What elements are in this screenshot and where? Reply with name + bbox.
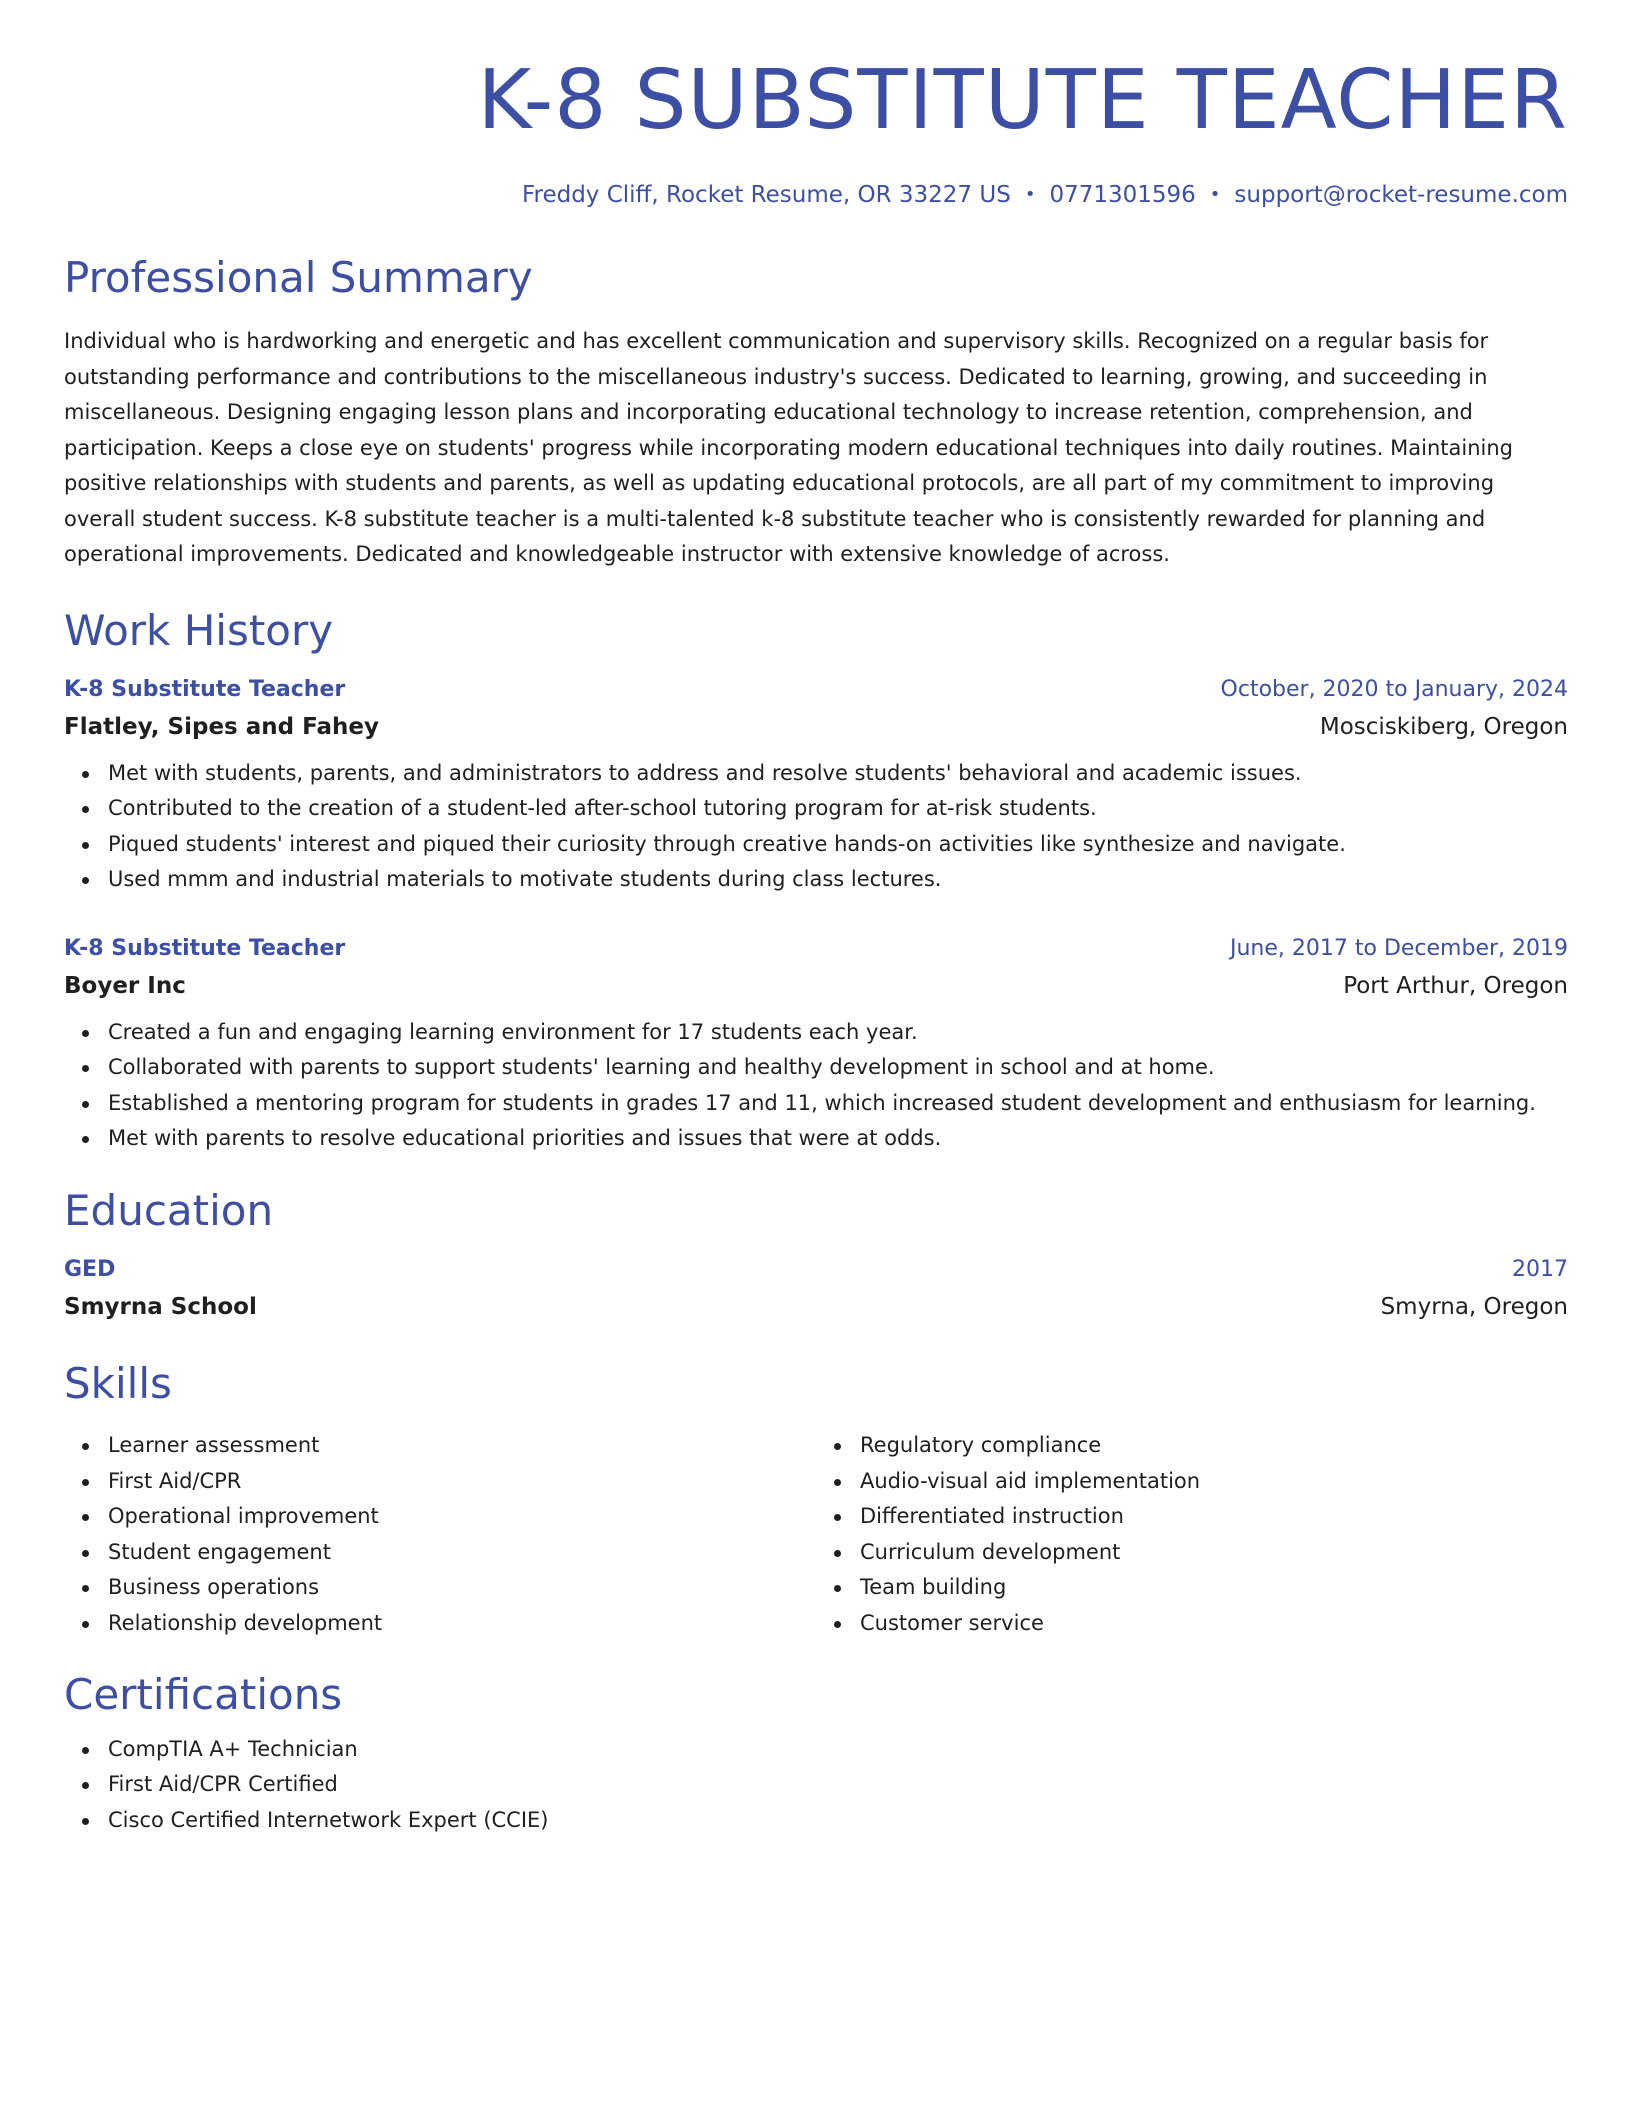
list-item: First Aid/CPR [108, 1464, 816, 1500]
job-header-row [64, 677, 1568, 702]
education-school-row [64, 1294, 1568, 1320]
list-item: Customer service [860, 1606, 1568, 1642]
job-duties-list [64, 1015, 1568, 1157]
job-employer: Flatley, Sipes and Fahey [64, 713, 379, 740]
list-item: Business operations [108, 1570, 816, 1606]
list-item: Team building [860, 1570, 1568, 1606]
contact-email: support@rocket-resume.com [1234, 182, 1568, 209]
list-item: Relationship development [108, 1606, 816, 1642]
list-item: Used mmm and industrial materials to motivate students during class lectures. [108, 862, 1568, 898]
section-heading-certifications: Certifications [64, 1670, 343, 1720]
section-heading-skills: Skills [64, 1359, 172, 1409]
list-item: Regulatory compliance [860, 1428, 1568, 1464]
education-header-row [64, 1257, 1568, 1282]
education-year: 2017 [1512, 1257, 1568, 1283]
job-duties-list [64, 756, 1568, 898]
list-item: Student engagement [108, 1535, 816, 1571]
section-heading-summary: Professional Summary [64, 252, 533, 302]
certifications-list [64, 1732, 1568, 1839]
contact-phone: 0771301596 [1049, 182, 1196, 209]
summary-text: Individual who is hardworking and energetic and has excellent communication and supervisory skills. Recognized on a regular basis for outstanding performance and contributions to the miscellaneous industry's success. Dedicated to learning, growing, and succeeding in miscellaneous. Designing engaging lesson plans and incorporating educational technology to increase retention, comprehension, and participation. Keeps a close eye on students' progress while incorporating modern educational techniques into daily routines. Maintaining positive relationships with students and parents, as well as updating educational protocols, are all part of my commitment to improving overall student success. K-8 substitute teacher is a multi-talented k-8 substitute teacher who is consistently rewarded for planning and operational improvements. Dedicated and knowledgeable instructor with extensive knowledge of across. [64, 329, 1513, 567]
job-entry [64, 936, 1568, 1157]
job-title: K-8 Substitute Teacher [64, 676, 346, 702]
list-item: Created a fun and engaging learning environment for 17 students each year. [108, 1015, 1568, 1051]
contact-separator: • [1209, 184, 1221, 206]
list-item: Operational improvement [108, 1499, 816, 1535]
job-employer: Boyer Inc [64, 972, 186, 999]
list-item: First Aid/CPR Certified [108, 1767, 1568, 1803]
list-item: Audio-visual aid implementation [860, 1464, 1568, 1500]
education-location: Smyrna, Oregon [1380, 1294, 1568, 1321]
job-location: Port Arthur, Oregon [1343, 972, 1568, 999]
contact-address: Freddy Cliff, Rocket Resume, OR 33227 US [521, 182, 1011, 209]
list-item: Cisco Certified Internetwork Expert (CCIE) [108, 1803, 1568, 1839]
certifications-section [64, 1671, 1568, 1838]
list-item: Contributed to the creation of a student-led after-school tutoring program for at-risk students. [108, 791, 1568, 827]
professional-summary-section [64, 254, 1568, 573]
list-item: Met with parents to resolve educational priorities and issues that were at odds. [108, 1121, 1568, 1157]
resume-title: K-8 SUBSTITUTE TEACHER [477, 53, 1568, 148]
list-item: Met with students, parents, and administrators to address and resolve students' behavioral and academic issues. [108, 756, 1568, 792]
resume-header [64, 53, 1568, 210]
section-heading-education: Education [64, 1185, 274, 1235]
job-entry [64, 677, 1568, 898]
list-item: Curriculum development [860, 1535, 1568, 1571]
education-school: Smyrna School [64, 1294, 257, 1321]
skills-list-right [816, 1428, 1568, 1641]
education-entry [64, 1257, 1568, 1320]
job-employer-row [64, 714, 1568, 740]
skills-list-left [64, 1428, 816, 1641]
job-employer-row [64, 973, 1568, 999]
list-item: Piqued students' interest and piqued their curiosity through creative hands-on activities like synthesize and navigate. [108, 827, 1568, 863]
job-location: Mosciskiberg, Oregon [1319, 713, 1568, 740]
contact-line [64, 182, 1568, 210]
job-dates: October, 2020 to January, 2024 [1220, 676, 1568, 702]
skills-columns [64, 1416, 1568, 1641]
job-title: K-8 Substitute Teacher [64, 935, 346, 961]
education-section [64, 1187, 1568, 1320]
skills-section [64, 1360, 1568, 1641]
section-heading-work-history: Work History [64, 605, 334, 655]
list-item: Differentiated instruction [860, 1499, 1568, 1535]
work-history-section [64, 607, 1568, 1157]
education-degree: GED [64, 1257, 116, 1283]
job-header-row [64, 936, 1568, 961]
list-item: Learner assessment [108, 1428, 816, 1464]
contact-separator: • [1024, 184, 1036, 206]
list-item: Collaborated with parents to support students' learning and healthy development in school and at home. [108, 1050, 1568, 1086]
job-dates: June, 2017 to December, 2019 [1229, 935, 1568, 961]
list-item: Established a mentoring program for students in grades 17 and 11, which increased student development and enthusiasm for learning. [108, 1086, 1568, 1122]
list-item: CompTIA A+ Technician [108, 1732, 1568, 1768]
